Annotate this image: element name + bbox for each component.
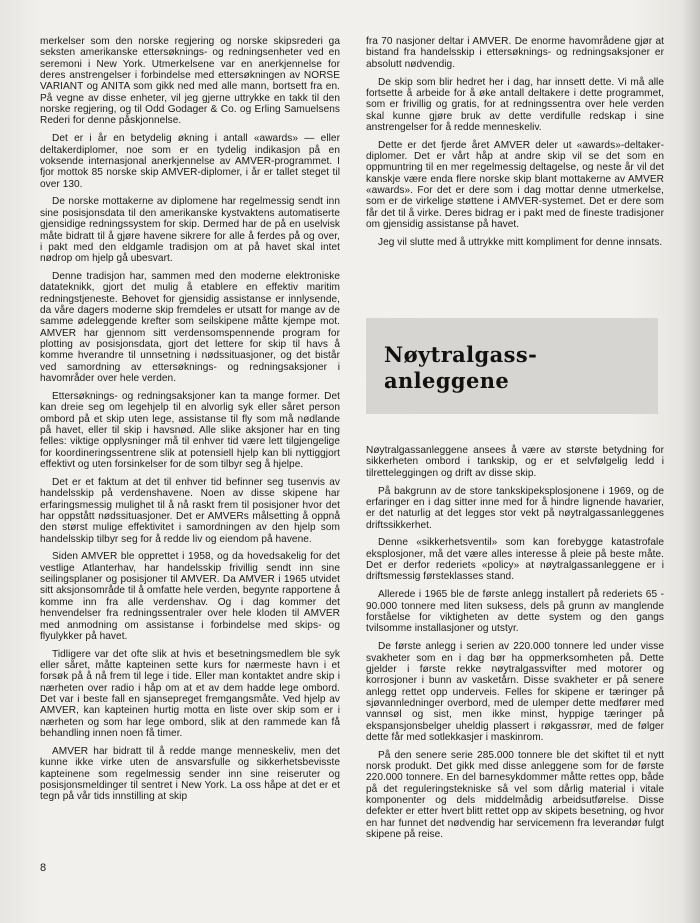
- page-number: 8: [40, 862, 47, 874]
- left-text-column: [40, 36, 340, 809]
- paragraph: Siden AMVER ble opprettet i 1958, og da hovedsakelig for det vestlige Atlanterhav, har handelsskip frivillig sendt inn sine seilingsplaner og posisjoner til AMVER. Da AMVER i 1965 utvidet sitt aksjonsområde til å omfatte hele verden, begynte rapportene å komme inn fra alle verdenshav. Og i dag kommer det henvendelser fra redningssentraler over hele kloden til AMVER med anmodning om assistanse i forbindelse med skips- og flyulykker på havet.: [40, 551, 340, 642]
- page-edge-shadow: [682, 0, 700, 923]
- paragraph: merkelser som den norske regjering og norske skipsrederi ga seksten amerikanske ettersøknings- og redningsenheter ved en seremoni i New York. Utmerkelsene var en anerkjennelse for deres anstrengelser i forbindelse med ettersøkningen av NORSE VARIANT og ANITA som gikk ned med alle mann, bortsett fra en. På vegne av disse enheter, vil jeg gjerne uttrykke en takk til den norske regjering, og til Odd Godager & Co. og Erling Samuelsens Rederi for denne påskjonnelse.: [40, 36, 340, 127]
- paragraph: Det er i år en betydelig økning i antall «awards» — eller deltakerdiplomer, noe som er en tydelig indikasjon på en voksende internasjonal anerkjennelse av AMVER-programmet. I fjor mottok 85 norske skip AMVER-diplomer, i år er tallet steget til over 130.: [40, 133, 340, 190]
- paragraph: De første anlegg i serien av 220.000 tonnere led under visse svakheter som en i dag bør ha oppmerksomheten på. Dette gjelder i første rekke nøytralgassvifter med motorer og korrosjoner i bunn av vasketårn. Disse svakheter er på senere anlegg rettet opp underveis. Felles for skipene er tæringer på sjøvannledninger overbord, med de ulemper dette medfører med vannsøl og sist, men ikke minst, hyppige tæringer på ekspansjonsbelger uheldig plassert i røkgassrør, med de følger dette får med sotlekkasjer i maskinrom.: [366, 641, 664, 743]
- paragraph: Denne tradisjon har, sammen med den moderne elektroniske datateknikk, gjort det mulig å etablere en effektiv maritim redningstjeneste. Behovet for gjensidig assistanse er innlysende, da våre dagers moderne skip fremdeles er utsatt for mange av de samme ødeleggende krefter som seilskipene måtte kjempe mot. AMVER har gjennom sitt verdensomspennende program for plotting av posisjonsdata, gjort det lettere for skip til havs å komme hverandre til unnsetning i nødssituasjoner, og det bistår ved samordning av ettersøknings- og redningsaksjoner i havområder over hele verden.: [40, 271, 340, 385]
- paragraph: På bakgrunn av de store tankskipeksplosjonene i 1969, og de erfaringer en i dag sitter inne med for å hindre lignende havarier, er det naturlig at det legges stor vekt på nøytralgassanleggenes driftssikkerhet.: [366, 485, 664, 531]
- paragraph: De skip som blir hedret her i dag, har innsett dette. Vi må alle fortsette å arbeide for å øke antall deltakere i dette programmet, som er frivillig og gratis, for at redningssentra over hele verden skal kunne gjøre bruk av dette verdifulle redskap i sine anstrengelser for å redde menneskeliv.: [366, 76, 664, 133]
- paragraph: Jeg vil slutte med å uttrykke mitt kompliment for denne innsats.: [378, 237, 663, 248]
- paragraph: Tidligere var det ofte slik at hvis et besetningsmedlem ble syk eller såret, måtte kapteinen sette kurs for nærmeste havn i et forsøk på å nå frem til lege i tide. Eller man kontaktet andre skip i nærheten over radio i håp om at et av dem hadde lege ombord. Det var i beste fall en sjansepreget fremgangsmåte. Ved hjelp av AMVER, kan kapteinen hurtig motta en liste over skip som er i nærheten og som har lege ombord, slik at den rammede kan få behandling innen noen få timer.: [40, 648, 340, 740]
- right-text-column-top: [366, 36, 664, 255]
- paragraph: Denne «sikkerhetsventil» som kan forebygge katastrofale eksplosjoner, må det være alles interesse å pleie på beste måte. Det er derfor rederiets «policy» at nøytralgassanleggene er i driftsmessig førsteklasses stand.: [366, 537, 664, 583]
- right-text-column-bottom: [366, 445, 664, 847]
- paragraph: fra 70 nasjoner deltar i AMVER. De enorme havområdene gjør at bistand fra handelsskip i ettersøknings- og redningsaksjoner er absolutt nødvendig.: [366, 36, 664, 70]
- paragraph: AMVER har bidratt til å redde mange menneskeliv, men det kunne ikke virke uten de ansvarsfulle og sikkerhetsbevisste kapteinene som regelmessig sender inn sine reiseruter og posisjonsmeldinger til sentret i New York. La oss håpe at det er et tegn på vår tids innstilling at skip: [40, 745, 340, 803]
- paragraph: Ettersøknings- og redningsaksjoner kan ta mange former. Det kan dreie seg om legehjelp til en alvorlig syk eller såret person ombord på et skip uten lege, assistanse til fly som må nødlande på havet, eller til skip i havsnød. Alle slike aksjoner har en ting felles: viktige opplysninger må til enhver tid være lett tilgjengelige for koordineringssentrene slik at potensiell hjelp kan bli nyttiggjort effektivt og uten forsinkelser for de som tilbyr seg å hjelpe.: [40, 390, 340, 471]
- headline-line-2: anleggene: [384, 368, 510, 393]
- paragraph: Dette er det fjerde året AMVER deler ut «awards»-deltaker-diplomer. Det er vårt håp at andre skip vil se det som en oppmuntring til en mer regelmessig deltagelse, og neste år vil det kanskje være enda flere norske skip blant mottakerne av AMVER «awards». For det er dere som i dag mottar denne utmerkelse, som er de virkelige støttene i AMVER-systemet. Det er dere som får det til å virke. Deres bidrag er i pakt med de fineste tradisjoner om gjensidig assistanse på havet.: [366, 139, 664, 231]
- paragraph: Nøytralgassanleggene ansees å være av største betydning for sikkerheten ombord i tankskip, og er et selvfølgelig ledd i tilretteleggingen og drift av disse skip.: [366, 445, 664, 479]
- paragraph: På den senere serie 285.000 tonnere ble det skiftet til et nytt norsk produkt. Det gikk med disse anleggene som for de første 220.000 tonnere. En del barnesykdommer måtte rettes opp, både på det reguleringstekniske så vel som dårlig material i vitale komponenter og dels middelmådig arbeidsutførelse. Disse defekter er etter hvert blitt rettet opp av skipets besetning, og hvor en har funnet det nødvendig har servicemenn fra leverandør fulgt skipene på reise.: [366, 749, 664, 841]
- article-headline-box: [366, 318, 658, 414]
- paragraph: De norske mottakerne av diplomene har regelmessig sendt inn sine posisjonsdata til den amerikanske kystvaktens automatiserte gjensidige redningssystem for skip. Dermed har de på en uselvisk måte bidratt til å gjøre havene sikrere for alle å ferdes på og over, i pakt med den eldgamle tradisjon om at på havet skal intet nødrop om hjelp gå ubesvart.: [40, 196, 340, 265]
- paragraph: Allerede i 1965 ble de første anlegg installert på rederiets 65 - 90.000 tonnere med liten suksess, dels på grunn av manglende forståelse for viktigheten av dette system og den gangs tvilsomme installasjoner og utstyr.: [366, 589, 664, 635]
- headline-line-1: Nøytralgass-: [384, 342, 538, 367]
- paragraph: Det er et faktum at det til enhver tid befinner seg tusenvis av handelsskip på verdenshavene. Noen av disse skipene har erfaringsmessig mulighet til å nå raskt frem til posisjoner hvor det har oppstått nødssituasjoner. Det er AMVERs målsetting å oppnå den størst mulige effektivitet i samordningen av den hjelp som handelsskip tilbyr seg for å redde liv og eiendom på havene.: [40, 476, 340, 545]
- article-headline: [384, 342, 537, 394]
